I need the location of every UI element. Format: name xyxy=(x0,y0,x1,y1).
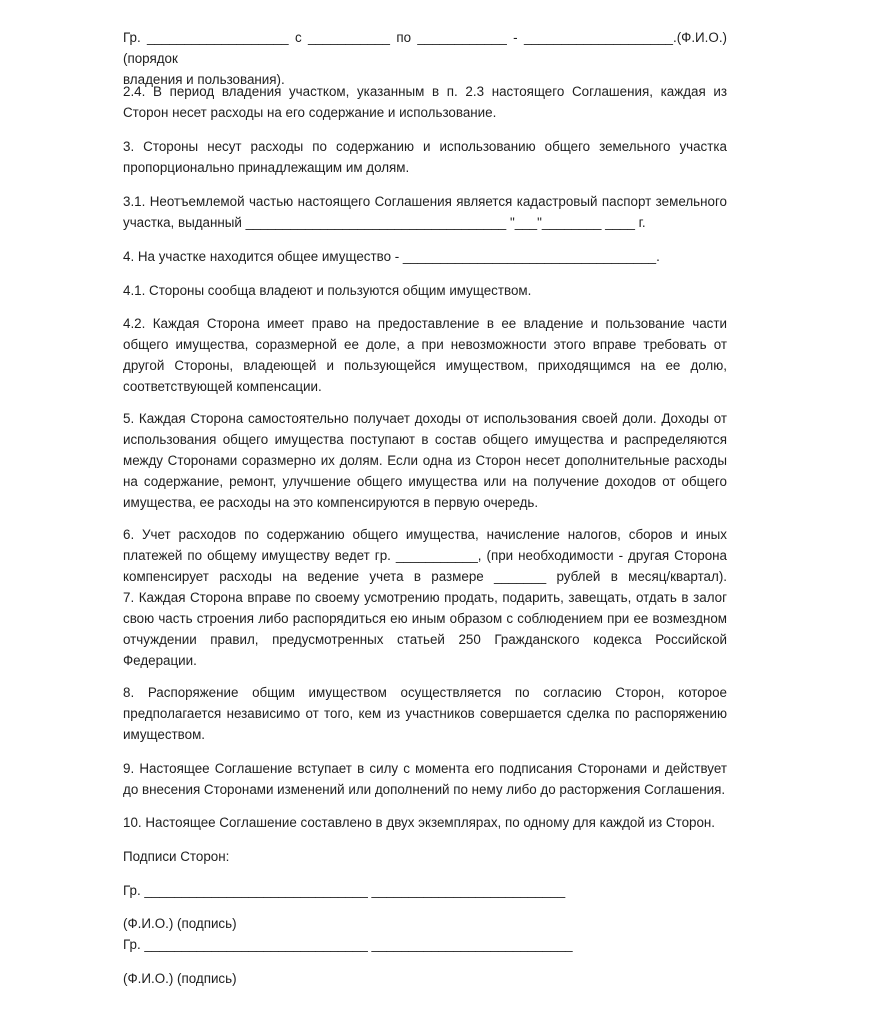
paragraph-6-line-2: платежей по общему имуществу ведет гр. ___________, (при необходимости - другая Сторона xyxy=(123,548,727,563)
paragraph-3-1-line-1: 3.1. Неотъемлемой частью настоящего Соглашения является кадастровый паспорт земельного xyxy=(123,194,727,209)
paragraph-5: 5. Каждая Сторона самостоятельно получает доходы от использования своей доли. Доходы от использования общего имущества поступают в состав общего имущества и распределяются между Сторонами соразмерно их долям. Если одна из Сторон несет дополнительные расходы на содержание, ремонт, улучшение общего имущества или на получение доходов от общего имущества, ее расходы на это компенсируются в первую очередь. xyxy=(123,411,727,510)
paragraph-8: 8. Распоряжение общим имуществом осуществляется по согласию Сторон, которое предполагается независимо от того, кем из участников совершается сделка по распоряжению имуществом. xyxy=(123,685,727,742)
paragraph-6-line-1: 6. Учет расходов по содержанию общего имущества, начисление налогов, сборов и иных xyxy=(123,527,727,542)
signature-caption-1: (Ф.И.О.) (подпись) xyxy=(123,916,237,931)
paragraph-6-line-3: компенсирует расходы на ведение учета в размере _______ рублей в месяц/квартал). xyxy=(123,569,727,584)
paragraph-2-3-line-1: Гр. ___________________ с ___________ по ____________ - ____________________.(Ф.И.О.) (порядок xyxy=(123,30,727,66)
signature-line-1: Гр. ______________________________ __________________________ xyxy=(123,883,566,898)
paragraph-6 xyxy=(123,524,727,587)
paragraph-3-1-line-2: участка, выданный ___________________________________ "___"________ ____ г. xyxy=(123,215,646,230)
signatures-heading: Подписи Сторон: xyxy=(123,849,230,864)
paragraph-4-2: 4.2. Каждая Сторона имеет право на предоставление в ее владение и пользование части общего имущества, соразмерной ее доле, а при невозможности этого вправе требовать от другой Стороны, владеющей и пользующейся имуществом, приходящимся на ее долю, соответствующей компенсации. xyxy=(123,316,727,394)
signature-caption-2: (Ф.И.О.) (подпись) xyxy=(123,971,237,986)
paragraph-3: 3. Стороны несут расходы по содержанию и использованию общего земельного участка пропорционально принадлежащим им долям. xyxy=(123,139,727,175)
paragraph-4: 4. На участке находится общее имущество - __________________________________. xyxy=(123,249,660,264)
paragraph-3-1 xyxy=(123,191,727,233)
paragraph-2-3-line-2: владения и пользования). xyxy=(123,72,285,87)
paragraph-4-1: 4.1. Стороны сообща владеют и пользуются общим имуществом. xyxy=(123,283,532,298)
paragraph-9: 9. Настоящее Соглашение вступает в силу с момента его подписания Сторонами и действует до внесения Сторонами изменений или дополнений по нему либо до расторжения Соглашения. xyxy=(123,761,727,797)
paragraph-7: 7. Каждая Сторона вправе по своему усмотрению продать, подарить, завещать, отдать в залог свою часть строения либо распорядиться ею иным образом с соблюдением при ее возмездном отчуждении правил, предусмотренных статьей 250 Гражданского кодекса Российской Федерации. xyxy=(123,590,727,668)
paragraph-10: 10. Настоящее Соглашение составлено в двух экземплярах, по одному для каждой из Сторон. xyxy=(123,815,716,830)
paragraph-2-4: 2.4. В период владения участком, указанным в п. 2.3 настоящего Соглашения, каждая из Сторон несет расходы на его содержание и использование. xyxy=(123,84,727,120)
signature-line-2: Гр. ______________________________ ___________________________ xyxy=(123,937,573,952)
